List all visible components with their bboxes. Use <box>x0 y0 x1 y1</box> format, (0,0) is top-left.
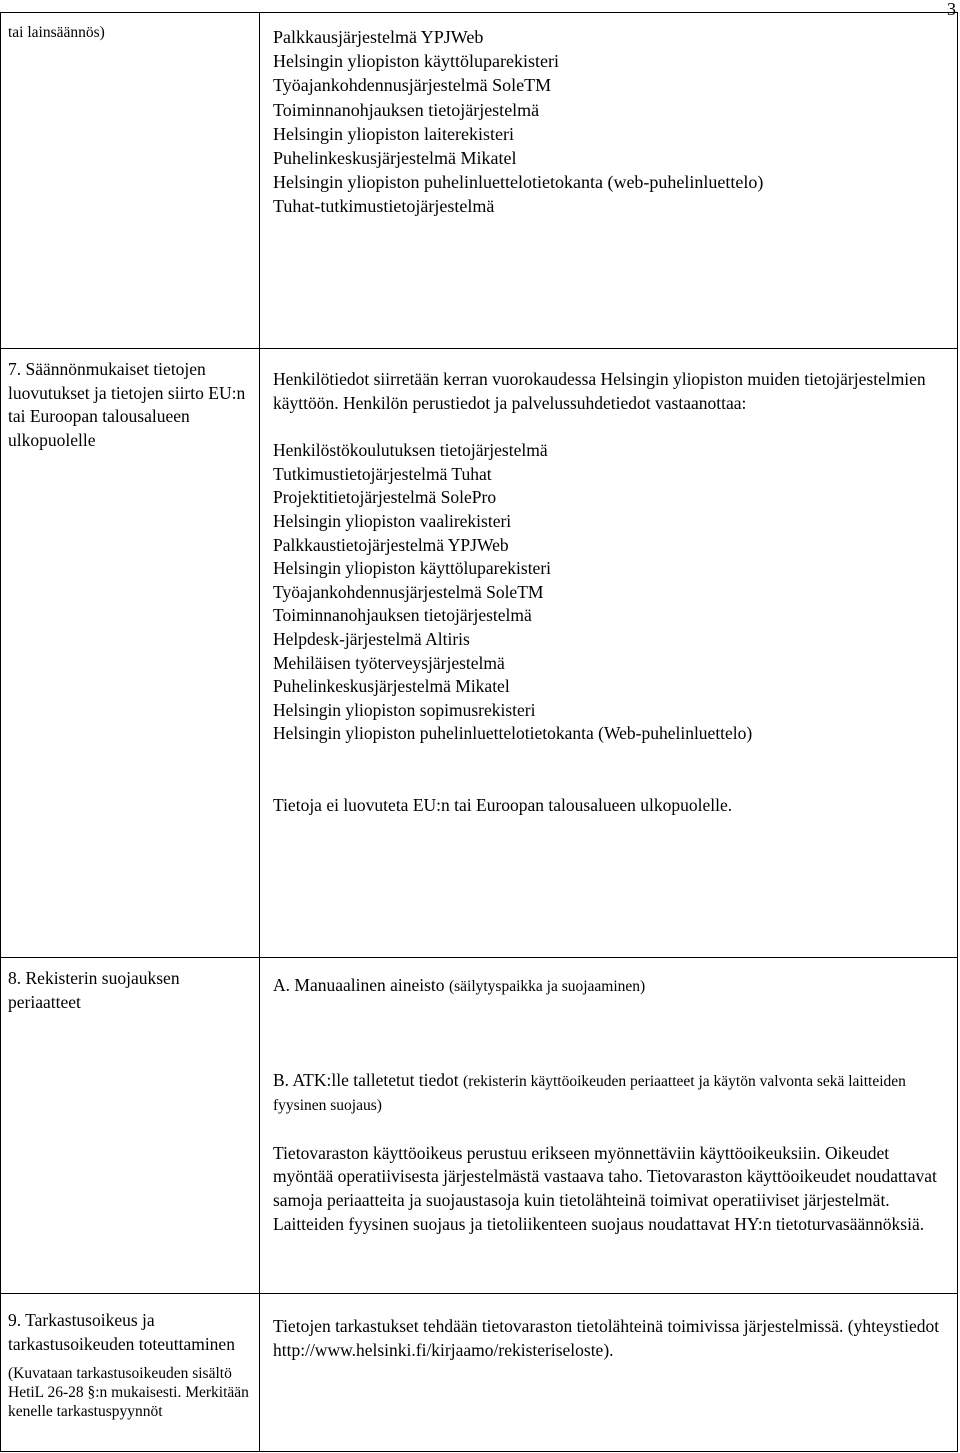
list-item: Puhelinkeskusjärjestelmä Mikatel <box>273 148 517 169</box>
row-7-disclosures <box>1 349 958 958</box>
section-7-intro: Henkilötiedot siirretään kerran vuorokaudessa Helsingin yliopiston muiden tietojärjestelmien käyttöön. Henkilön perustiedot ja palvelussuhdetiedot vastaanottaa: <box>273 369 926 413</box>
row-continuation <box>1 13 958 349</box>
register-description-table <box>0 12 958 1452</box>
section-9-heading: 9. Tarkastusoikeus ja tarkastusoikeuden toteuttaminen <box>8 1310 235 1354</box>
list-item: Projektitietojärjestelmä SolePro <box>273 487 497 508</box>
list-item: Työajankohdennusjärjestelmä SoleTM <box>273 581 544 602</box>
section-7-content <box>260 349 957 818</box>
list-item: Helsingin yliopiston käyttöluparekisteri <box>273 51 559 72</box>
manual-material-title: A. Manuaalinen aineisto <box>273 975 445 995</box>
list-item: Henkilöstökoulutuksen tietojärjestelmä <box>273 440 548 461</box>
page-number: 3 <box>947 0 956 19</box>
list-item: Helsingin yliopiston puhelinluettelotietokanta (web-puhelinluettelo) <box>273 172 764 193</box>
digital-data-note: (rekisterin käyttöoikeuden periaatteet ja käytön valvonta sekä laitteiden fyysinen suojaus) <box>273 1072 906 1115</box>
list-item: Helsingin yliopiston laiterekisteri <box>273 123 514 144</box>
list-item: Helsingin yliopiston vaalirekisteri <box>273 510 512 531</box>
list-item: Toiminnanohjauksen tietojärjestelmä <box>273 99 540 120</box>
section-8-heading: 8. Rekisterin suojauksen periaatteet <box>8 968 180 1012</box>
inspection-text: Tietojen tarkastukset tehdään tietovaraston tietolähteinä toimivissa järjestelmissä. (yhteystiedot http://www.helsinki.fi/kirjaamo/rekisteriseloste). <box>273 1316 940 1360</box>
section-7-heading: 7. Säännönmukaiset tietojen luovutukset ja tietojen siirto EU:n tai Euroopan talousalueen ulkopuolelle <box>8 359 246 450</box>
section-9-note: (Kuvataan tarkastusoikeuden sisältö HetiL 26-28 §:n mukaisesti. Merkitään kenelle tarkastuspyynnöt <box>8 1365 249 1421</box>
list-item: Helsingin yliopiston sopimusrekisteri <box>273 699 536 720</box>
list-item: Palkkausjärjestelmä YPJWeb <box>273 27 484 47</box>
manual-material-heading <box>273 974 949 999</box>
list-item: Puhelinkeskusjärjestelmä Mikatel <box>273 676 510 697</box>
list-item: Mehiläisen työterveysjärjestelmä <box>273 652 505 673</box>
list-item: Työajankohdennusjärjestelmä SoleTM <box>273 75 552 96</box>
list-item: Helsingin yliopiston puhelinluettelotietokanta (Web-puhelinluettelo) <box>273 723 753 744</box>
recipients-list <box>273 439 949 746</box>
manual-material-note: (säilytyspaikka ja suojaaminen) <box>448 978 646 995</box>
list-item: Toiminnanohjauksen tietojärjestelmä <box>273 605 532 626</box>
list-item: Tutkimustietojärjestelmä Tuhat <box>273 463 492 484</box>
row1-label: tai lainsäännös) <box>8 24 105 41</box>
list-item: Helpdesk-järjestelmä Altiris <box>273 628 470 649</box>
row-9-inspection <box>1 1294 958 1452</box>
row-8-security <box>1 958 958 1294</box>
section-8-content <box>260 958 957 1236</box>
list-item: Helsingin yliopiston käyttöluparekisteri <box>273 558 552 579</box>
list-item: Tuhat-tutkimustietojärjestelmä <box>273 196 495 217</box>
digital-data-heading <box>273 1069 949 1118</box>
section-9-left <box>1 1294 259 1421</box>
digital-data-title: B. ATK:lle talletetut tiedot <box>273 1069 459 1090</box>
section-9-content <box>260 1294 957 1362</box>
eu-transfer-note: Tietoja ei luovuteta EU:n tai Euroopan talousalueen ulkopuolelle. <box>273 794 733 815</box>
access-rights-text: Tietovaraston käyttöoikeus perustuu erikseen myönnettäviin käyttöoikeuksiin. Oikeudet myöntää operatiivisesta järjestelmästä vastaava taho. Tietovaraston käyttöoikeudet noudattavat samoja periaatteita ja suojaustasoja kuin tietolähteinä toimivat operatiiviset järjestelmät. Laitteiden fyysinen suojaus ja tietoliikenteen suojaus noudattavat HY:n tietoturvasäännöksiä. <box>273 1142 937 1234</box>
row1-systems-list <box>260 13 957 219</box>
list-item: Palkkaustietojärjestelmä YPJWeb <box>273 534 509 555</box>
